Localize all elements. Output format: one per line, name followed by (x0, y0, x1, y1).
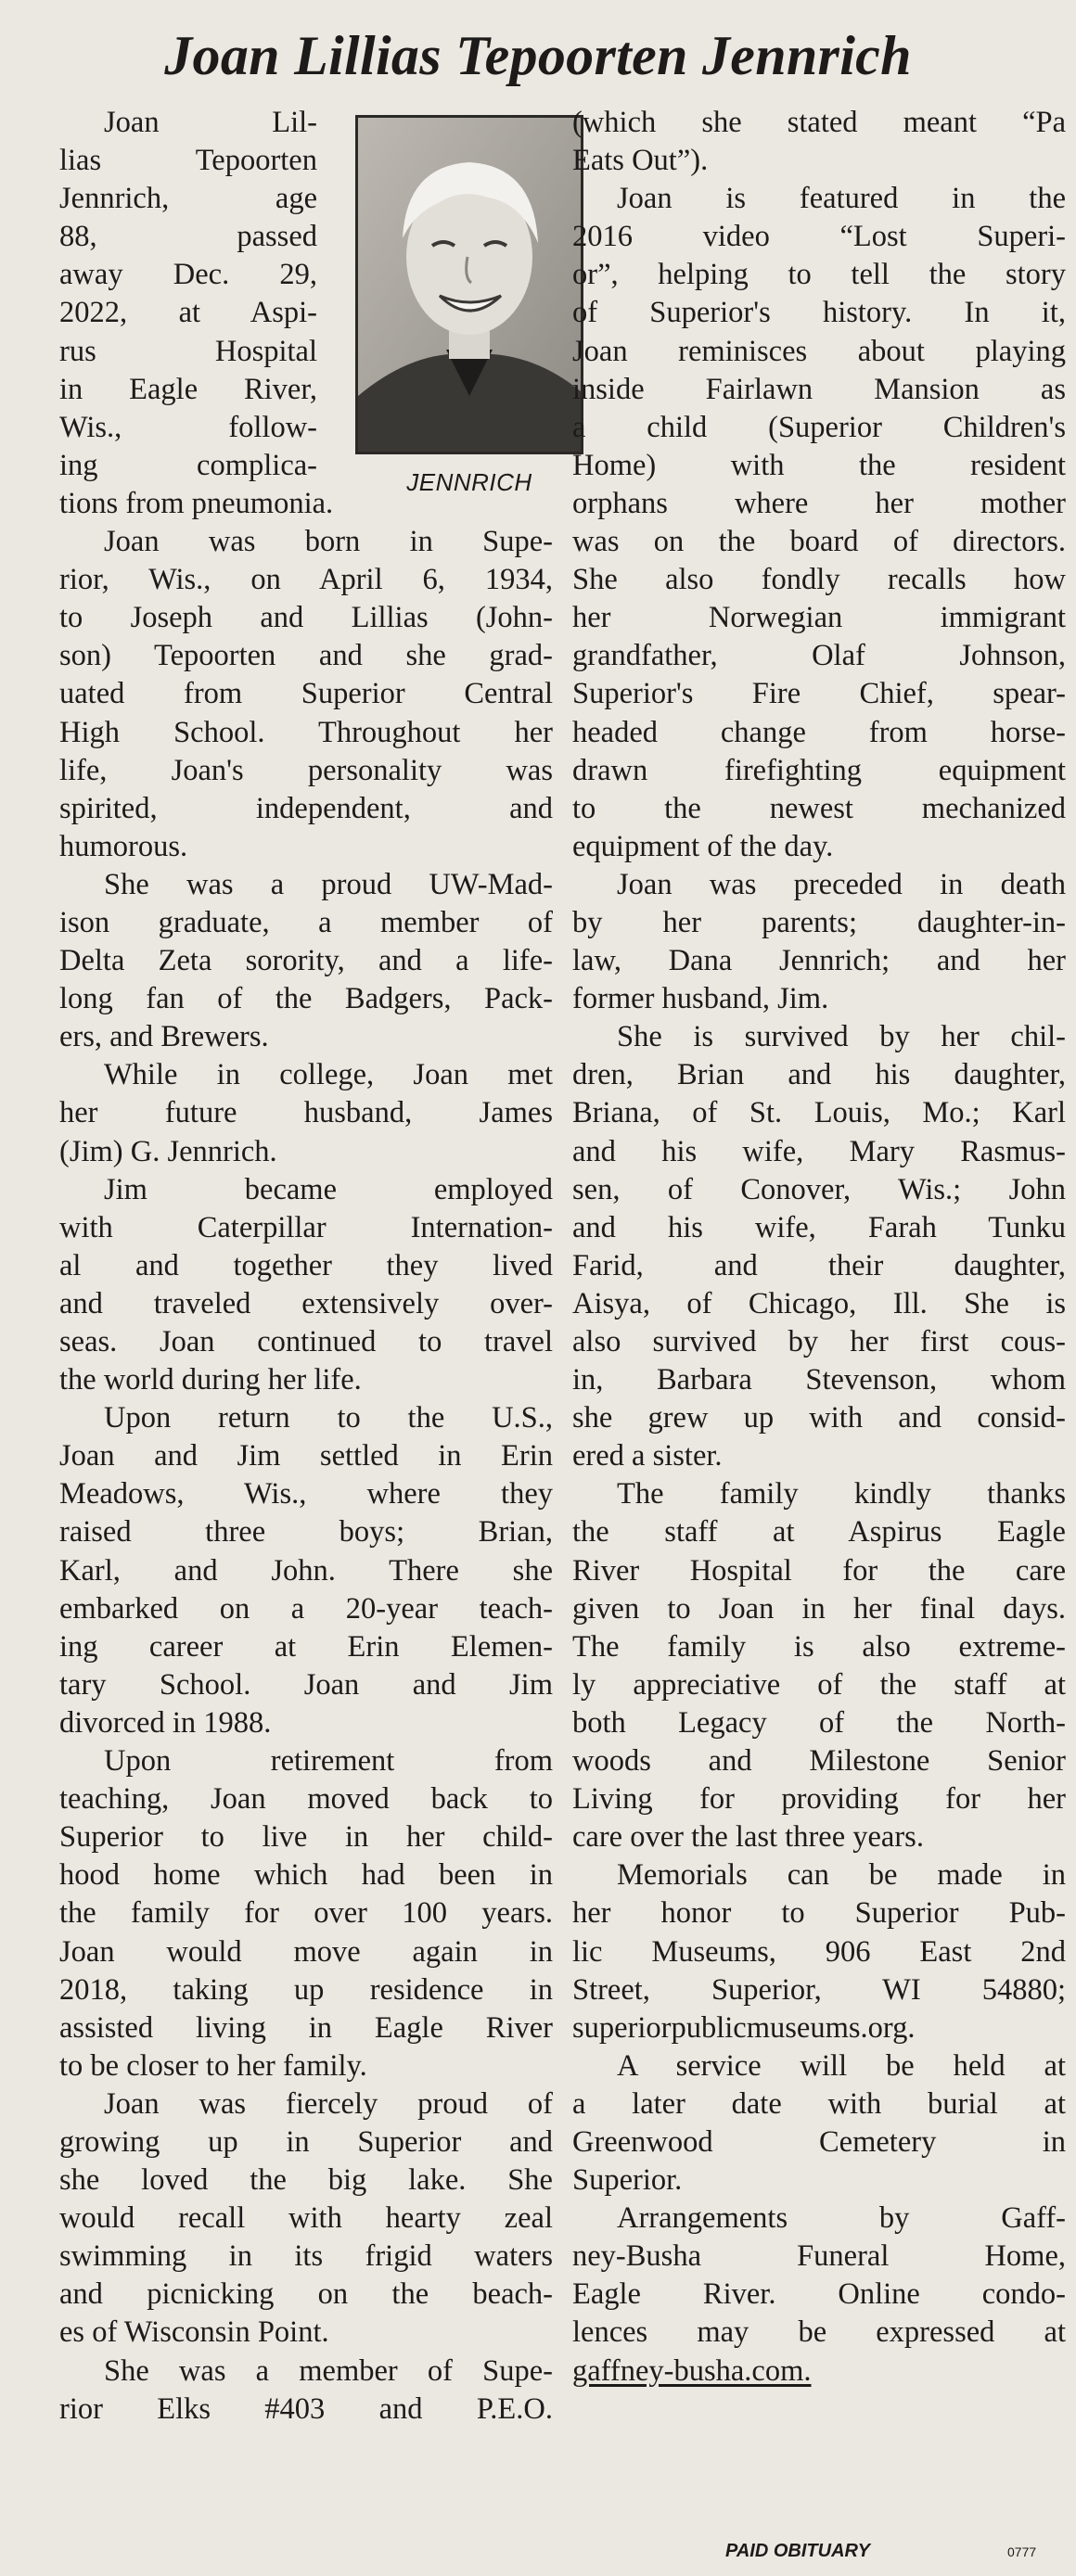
text-line: to be closer to her family. (59, 2048, 367, 2083)
text-line: sen, of Conover, Wis.; John (572, 1172, 1066, 1206)
text-line: (which she stated meant “Pa (572, 106, 1066, 139)
text-line: raised three boys; Brian, (59, 1515, 553, 1549)
text-line: Aisya, of Chicago, Ill. She is (572, 1286, 1066, 1320)
text-line: of Superior's history. In it, (572, 296, 1066, 330)
text-line: and his wife, Farah Tunku (572, 1210, 1066, 1244)
text-line: Briana, of St. Louis, Mo.; Karl (572, 1096, 1066, 1130)
text-line: Joan was born in Supe- (104, 525, 553, 559)
text-line: dren, Brian and his daughter, (572, 1058, 1066, 1092)
text-line: by her parents; daughter-in- (572, 905, 1066, 939)
text-line: 2016 video “Lost Superi- (572, 220, 1066, 254)
text-line: inside Fairlawn Mansion as (572, 372, 1066, 406)
text-line: was on the board of directors. (572, 525, 1066, 559)
text-line: embarked on a 20-year teach- (59, 1591, 553, 1626)
text-line: al and together they lived (59, 1248, 553, 1282)
text-line: Joan and Jim settled in Erin (59, 1439, 553, 1473)
text-line: the staff at Aspirus Eagle (572, 1515, 1066, 1549)
text-line: The family is also extreme- (572, 1629, 1066, 1664)
text-line: Wis., follow- (59, 410, 317, 444)
text-line: would recall with hearty zeal (59, 2201, 553, 2236)
text-line: Superior. (572, 2163, 683, 2198)
text-line: spirited, independent, and (59, 791, 553, 825)
text-line: Joan was preceded in death (617, 867, 1066, 901)
text-line: rior Elks #403 and P.E.O. (59, 2391, 553, 2426)
paid-obituary-label: PAID OBITUARY (725, 2541, 870, 2561)
text-line: She was a proud UW-Mad- (104, 867, 553, 901)
ad-code: 0777 (1007, 2544, 1037, 2559)
text-line: to the newest mechanized (572, 791, 1066, 825)
text-line: Jennrich, age (59, 182, 317, 216)
text-line: 2018, taking up residence in (59, 1972, 553, 2007)
text-line: and picnicking on the beach- (59, 2277, 553, 2312)
text-line: Upon return to the U.S., (104, 1401, 553, 1435)
text-line: tary School. Joan and Jim (59, 1667, 553, 1702)
text-line: former husband, Jim. (572, 982, 829, 1016)
text-line: hood home which had been in (59, 1858, 553, 1893)
text-line: humorous. (59, 829, 188, 863)
text-line: Eagle River. Online condo- (572, 2277, 1066, 2312)
text-line: equipment of the day. (572, 829, 834, 863)
text-line: the family for over 100 years. (59, 1896, 553, 1931)
text-line: 2022, at Aspi- (59, 296, 317, 330)
text-line: drawn firefighting equipment (572, 753, 1066, 787)
text-line: ered a sister. (572, 1439, 723, 1473)
text-line: also survived by her first cous- (572, 1325, 1066, 1358)
text-line: orphans where her mother (572, 486, 1066, 520)
text-line: ison graduate, a member of (59, 905, 553, 939)
text-line: The family kindly thanks (617, 1477, 1066, 1511)
text-line: swimming in its frigid waters (59, 2239, 553, 2274)
text-line: Karl, and John. There she (59, 1553, 553, 1588)
text-line: rus Hospital (59, 334, 317, 368)
text-line: both Legacy of the North- (572, 1705, 1066, 1740)
text-line: tions from pneumonia. (59, 486, 334, 520)
right-column (572, 104, 1066, 2391)
text-line: Joan was fiercely proud of (104, 2086, 553, 2121)
text-line: uated from Superior Central (59, 677, 553, 711)
text-line: assisted living in Eagle River (59, 2010, 553, 2045)
funeral-home-link[interactable]: gaffney-busha.com. (572, 2353, 812, 2388)
text-line: She is survived by her chil- (617, 1020, 1066, 1054)
text-line: Memorials can be made in (617, 1858, 1066, 1893)
text-line: life, Joan's personality was (59, 753, 553, 787)
text-line: Joan would move again in (59, 1934, 553, 1969)
text-line: seas. Joan continued to travel (59, 1325, 553, 1358)
text-line: She was a member of Supe- (104, 2353, 553, 2388)
text-line: ly appreciative of the staff at (572, 1667, 1066, 1702)
text-line: While in college, Joan met (104, 1058, 553, 1092)
text-line: 88, passed (59, 220, 317, 254)
text-line: superiorpublicmuseums.org. (572, 2010, 916, 2045)
text-line: lic Museums, 906 East 2nd (572, 1934, 1066, 1969)
text-line: and his wife, Mary Rasmus- (572, 1134, 1066, 1168)
portrait-image (358, 118, 581, 452)
text-line: in Eagle River, (59, 372, 317, 406)
text-line: divorced in 1988. (59, 1705, 272, 1740)
photo-caption: JENNRICH (406, 468, 532, 496)
text-line: woods and Milestone Senior (572, 1744, 1066, 1779)
text-line: Joan reminisces about playing (572, 334, 1066, 368)
text-line: Superior's Fire Chief, spear- (572, 677, 1066, 711)
text-line: long fan of the Badgers, Pack- (59, 982, 553, 1016)
left-column (59, 104, 553, 2429)
text-line: headed change from horse- (572, 715, 1066, 749)
text-line: her future husband, James (59, 1096, 553, 1130)
text-line: away Dec. 29, (59, 258, 317, 292)
text-line: with Caterpillar Internation- (59, 1210, 553, 1244)
text-line: a child (Superior Children's (572, 410, 1066, 444)
text-line: growing up in Superior and (59, 2124, 553, 2159)
text-line: ing complica- (59, 448, 317, 482)
text-line: to Joseph and Lillias (John- (59, 601, 553, 635)
text-line: Arrangements by Gaff- (617, 2201, 1066, 2236)
text-line: she loved the big lake. She (59, 2163, 553, 2198)
text-line: Eats Out”). (572, 144, 709, 178)
text-line: her Norwegian immigrant (572, 601, 1066, 635)
text-line: grandfather, Olaf Johnson, (572, 639, 1066, 673)
text-line: ney-Busha Funeral Home, (572, 2239, 1066, 2274)
text-line: es of Wisconsin Point. (59, 2315, 329, 2350)
text-line: teaching, Joan moved back to (59, 1782, 553, 1817)
text-line: Street, Superior, WI 54880; (572, 1972, 1066, 2007)
text-line: a later date with burial at (572, 2086, 1066, 2121)
text-line: She also fondly recalls how (572, 563, 1066, 597)
text-line: lias Tepoorten (59, 144, 317, 178)
text-line: Living for providing for her (572, 1782, 1066, 1817)
text-line: (Jim) G. Jennrich. (59, 1134, 277, 1168)
text-line: High School. Throughout her (59, 715, 553, 749)
text-line: rior, Wis., on April 6, 1934, (59, 563, 553, 597)
text-line: A service will be held at (617, 2048, 1066, 2083)
text-line: Meadows, Wis., where they (59, 1477, 553, 1511)
portrait-photo (355, 115, 583, 454)
text-line: in, Barbara Stevenson, whom (572, 1363, 1066, 1397)
text-line: she grew up with and consid- (572, 1401, 1066, 1435)
text-line: ing career at Erin Elemen- (59, 1629, 553, 1664)
text-line: Joan is featured in the (617, 182, 1066, 216)
text-line: Joan Lil- (104, 106, 317, 139)
text-line: and traveled extensively over- (59, 1286, 553, 1320)
text-line: Farid, and their daughter, (572, 1248, 1066, 1282)
text-line: or”, helping to tell the story (572, 258, 1066, 292)
text-line: Upon retirement from (104, 1744, 553, 1779)
text-line: lences may be expressed at (572, 2315, 1066, 2350)
text-line: Jim became employed (104, 1172, 553, 1206)
text-line: her honor to Superior Pub- (572, 1896, 1066, 1931)
obituary-title: Joan Lillias Tepoorten Jennrich (164, 25, 912, 86)
text-line: Delta Zeta sorority, and a life- (59, 944, 553, 978)
text-line: Superior to live in her child- (59, 1820, 553, 1855)
text-line: River Hospital for the care (572, 1553, 1066, 1588)
text-line: law, Dana Jennrich; and her (572, 944, 1066, 978)
text-line: Home) with the resident (572, 448, 1066, 482)
text-line: son) Tepoorten and she grad- (59, 639, 553, 673)
text-line: the world during her life. (59, 1363, 362, 1397)
text-line: ers, and Brewers. (59, 1020, 269, 1054)
text-line: care over the last three years. (572, 1820, 924, 1855)
text-line: given to Joan in her final days. (572, 1591, 1066, 1626)
text-line: Greenwood Cemetery in (572, 2124, 1066, 2159)
